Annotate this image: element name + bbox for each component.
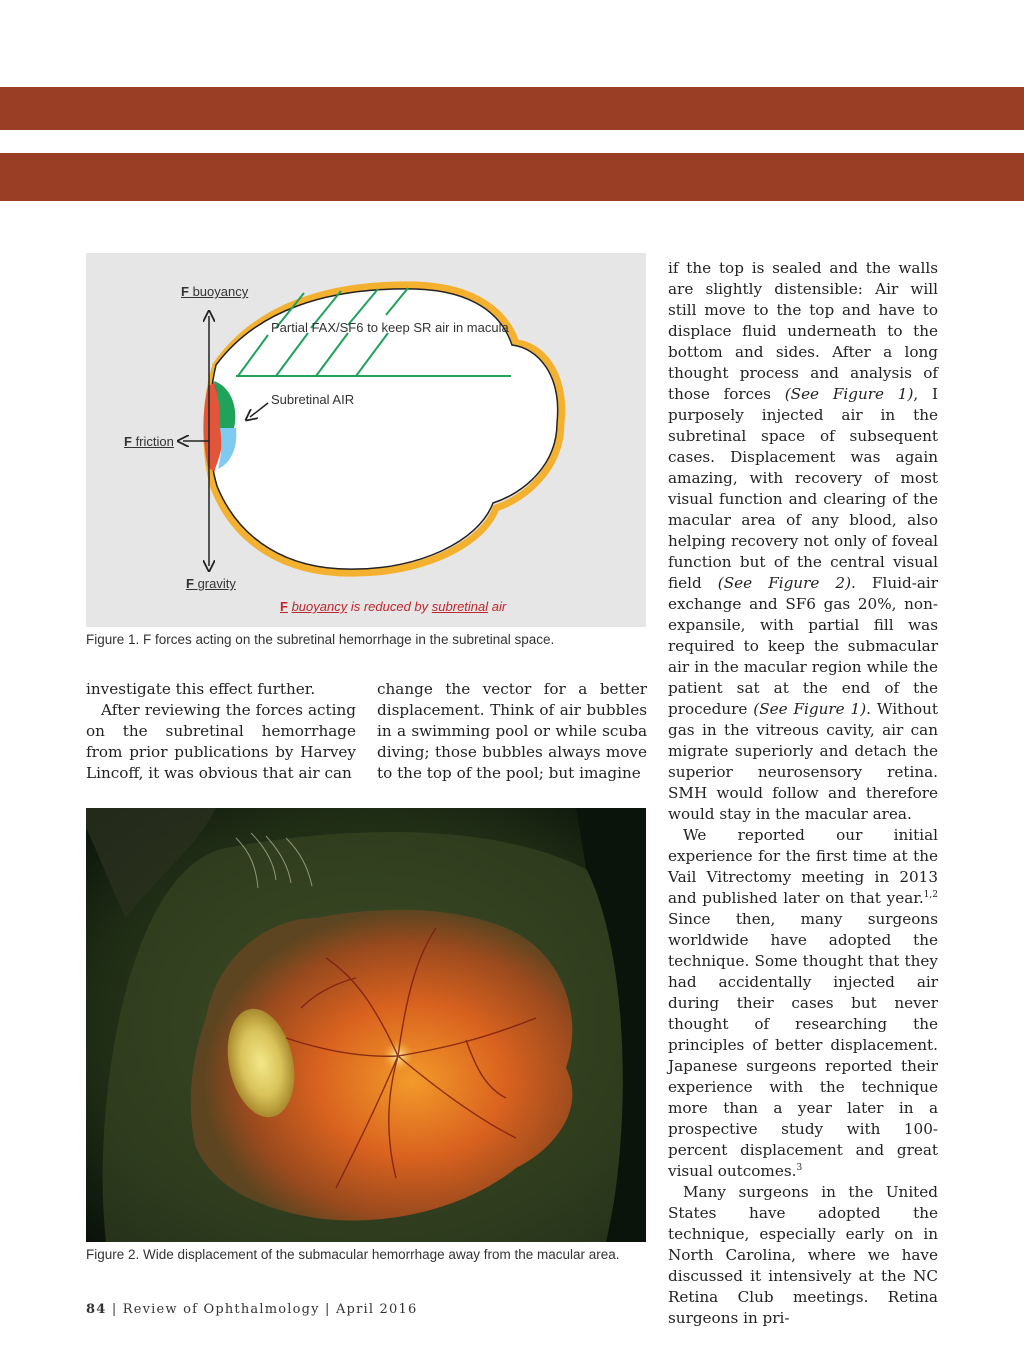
page-number: 84: [86, 1302, 107, 1317]
label-partial-fax: Partial FAX/SF6 to keep SR air in macula: [271, 320, 509, 335]
page-footer: 84 | Review of Ophthalmology | April 2016: [86, 1302, 418, 1317]
label-subretinal-air: Subretinal AIR: [271, 392, 355, 407]
paragraph: Many surgeons in the United States have adopted the technique, especially early on in North Carolina, where we have discussed it intensively at the NC Retina Club meetings. Retina surgeons in pri-: [668, 1183, 938, 1327]
paragraph: investigate this effect further.: [86, 680, 316, 698]
figure-1-diagram: [86, 253, 646, 627]
figure-2-fundus-photo: [86, 808, 646, 1242]
paragraph: We reported our initial experience for the first time at the Vail Vitrectomy meeting in 2013 and published later on that year.$^{1,2}$ Since then, many surgeons worldwide have adopted the technique. Some thought that they had accidentally injected air during their cases but never thought of researching the principles of better displacement. Japanese surgeons reported their experience with the technique more than a year later in a prospective study with 100-percent displacement and great visual outcomes.$^3$: [668, 826, 938, 1180]
label-f-buoyancy: F buoyancy: [181, 284, 249, 299]
journal-name: Review of Ophthalmology: [122, 1302, 320, 1317]
label-f-friction: F friction: [124, 434, 174, 449]
fundus-image: [86, 808, 646, 1242]
figure-1-caption: Figure 1. F forces acting on the subretinal hemorrhage in the subretinal space.: [86, 632, 555, 647]
issue-date: April 2016: [335, 1302, 418, 1317]
figure-2-caption: Figure 2. Wide displacement of the submacular hemorrhage away from the macular area.: [86, 1247, 620, 1262]
column-3: [668, 258, 938, 1329]
column-2: [377, 679, 647, 784]
column-1: [86, 679, 356, 784]
header-band-bottom: [0, 153, 1024, 201]
header-band-top: [0, 87, 1024, 130]
paragraph: if the top is sealed and the walls are slightly distensible: Air will still move to the top and have to displace fluid underneath to the bottom and sides. After a long thought process and analysis of those forces (See Figure 1), I purposely injected air in the subretinal space of subsequent cases. Displacement was again amazing, with recovery of most visual function and clearing of the macular area of any blood, also helping recovery not only of foveal function but of the central visual field (See Figure 2). Fluid-air exchange and SF6 gas 20%, non-expansile, with partial fill was required to keep the submacular air in the macular region while the patient sat at the end of the procedure (See Figure 1). Without gas in the vitreous cavity, air can migrate superiorly and detach the superior neurosensory retina. SMH would follow and therefore would stay in the macular area.: [668, 259, 939, 823]
label-reduced-buoyancy: F buoyancy is reduced by subretinal air: [280, 599, 507, 614]
paragraph: After reviewing the forces acting on the subretinal hemorrhage from prior publications by Harvey Lincoff, it was obvious that air can: [86, 701, 356, 782]
paragraph: change the vector for a better displacement. Think of air bubbles in a swimming pool or while scuba diving; those bubbles always move to the top of the pool; but imagine: [377, 680, 647, 782]
label-f-gravity: F gravity: [186, 576, 236, 591]
